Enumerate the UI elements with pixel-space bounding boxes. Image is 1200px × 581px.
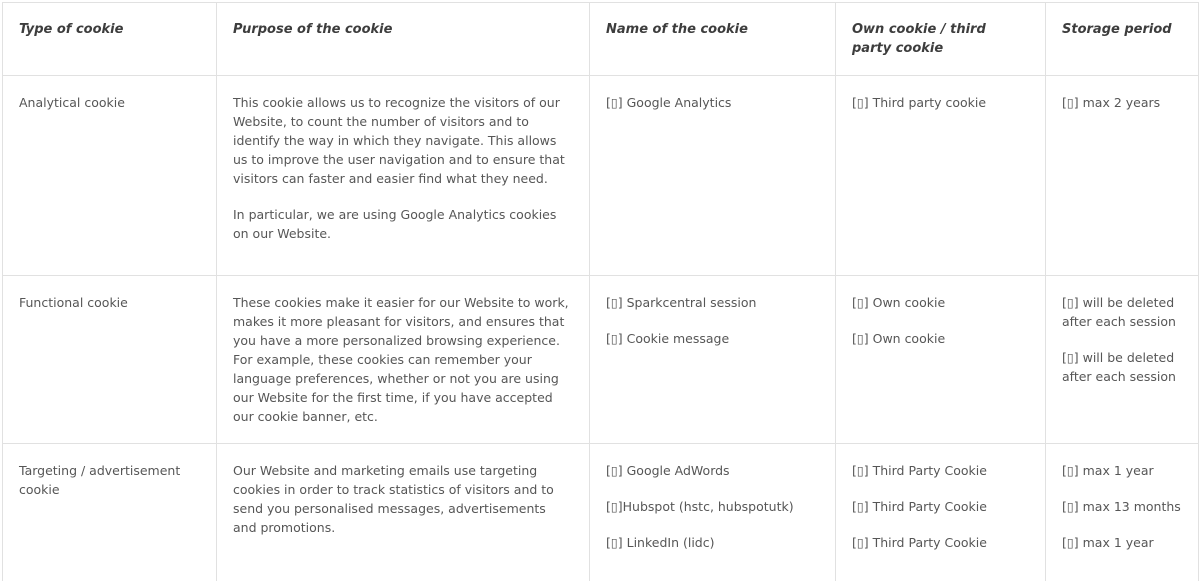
- storage-value: [▯] max 1 year: [1062, 463, 1154, 478]
- purpose-paragraph: In particular, we are using Google Analytics cookies on our Website.: [233, 207, 557, 241]
- cell-name-analytical: [590, 76, 836, 276]
- column-header-type: Type of cookie: [3, 3, 217, 76]
- table-row-functional: [3, 276, 1199, 444]
- cell-type-analytical: [3, 76, 217, 276]
- table-row-targeting: [3, 444, 1199, 581]
- storage-value: [▯] will be deleted after each session: [1062, 350, 1176, 384]
- column-header-storage: Storage period: [1046, 3, 1199, 76]
- cookie-table: [2, 2, 1199, 581]
- cell-purpose-analytical: [217, 76, 590, 276]
- cookie-name: [▯] Google Analytics: [606, 95, 732, 110]
- cell-ownership-analytical: [836, 76, 1046, 276]
- column-header-purpose: Purpose of the cookie: [217, 3, 590, 76]
- cell-storage-functional: [1046, 276, 1199, 444]
- cell-ownership-targeting: [836, 444, 1046, 581]
- cell-type-targeting: [3, 444, 217, 581]
- cell-ownership-functional: [836, 276, 1046, 444]
- cell-name-functional: [590, 276, 836, 444]
- cell-storage-targeting: [1046, 444, 1199, 581]
- storage-value: [▯] max 13 months: [1062, 499, 1181, 514]
- cell-purpose-targeting: [217, 444, 590, 581]
- cell-type-functional: [3, 276, 217, 444]
- ownership-value: [▯] Third Party Cookie: [852, 535, 987, 550]
- ownership-value: [▯] Own cookie: [852, 295, 946, 310]
- cookie-name: [▯]Hubspot (hstc, hubspotutk): [606, 499, 794, 514]
- cell-storage-analytical: [1046, 76, 1199, 276]
- table-row-analytical: [3, 76, 1199, 276]
- cookie-name: [▯] Google AdWords: [606, 463, 730, 478]
- ownership-value: [▯] Third party cookie: [852, 95, 987, 110]
- cookie-name: [▯] Sparkcentral session: [606, 295, 757, 310]
- cookie-type-label: Functional cookie: [19, 295, 128, 310]
- column-header-ownership: Own cookie / third party cookie: [836, 3, 1046, 76]
- cookie-name: [▯] Cookie message: [606, 331, 730, 346]
- column-header-name: Name of the cookie: [590, 3, 836, 76]
- cell-name-targeting: [590, 444, 836, 581]
- cookie-type-label: Analytical cookie: [19, 95, 125, 110]
- storage-value: [▯] max 2 years: [1062, 95, 1161, 110]
- table-header-row: [3, 3, 1199, 76]
- storage-value: [▯] max 1 year: [1062, 535, 1154, 550]
- cell-purpose-functional: [217, 276, 590, 444]
- purpose-paragraph: These cookies make it easier for our Website to work, makes it more pleasant for visitors, and ensures that you have a more personalized browsing experience. For example, these cookies can remember your language preferences, whether or not you are using our Website for the first time, if you have accepted our cookie banner, etc.: [233, 295, 569, 424]
- purpose-paragraph: Our Website and marketing emails use targeting cookies in order to track statistics of visitors and to send you personalised messages, advertisements and promotions.: [233, 463, 554, 535]
- storage-value: [▯] will be deleted after each session: [1062, 295, 1176, 329]
- ownership-value: [▯] Own cookie: [852, 331, 946, 346]
- purpose-paragraph: This cookie allows us to recognize the visitors of our Website, to count the number of visitors and to identify the way in which they navigate. This allows us to improve the user navigation and to ensure that visitors can faster and easier find what they need.: [233, 95, 565, 186]
- cookie-type-label: Targeting / advertisement cookie: [19, 463, 181, 497]
- cookie-name: [▯] LinkedIn (lidc): [606, 535, 715, 550]
- ownership-value: [▯] Third Party Cookie: [852, 463, 987, 478]
- ownership-value: [▯] Third Party Cookie: [852, 499, 987, 514]
